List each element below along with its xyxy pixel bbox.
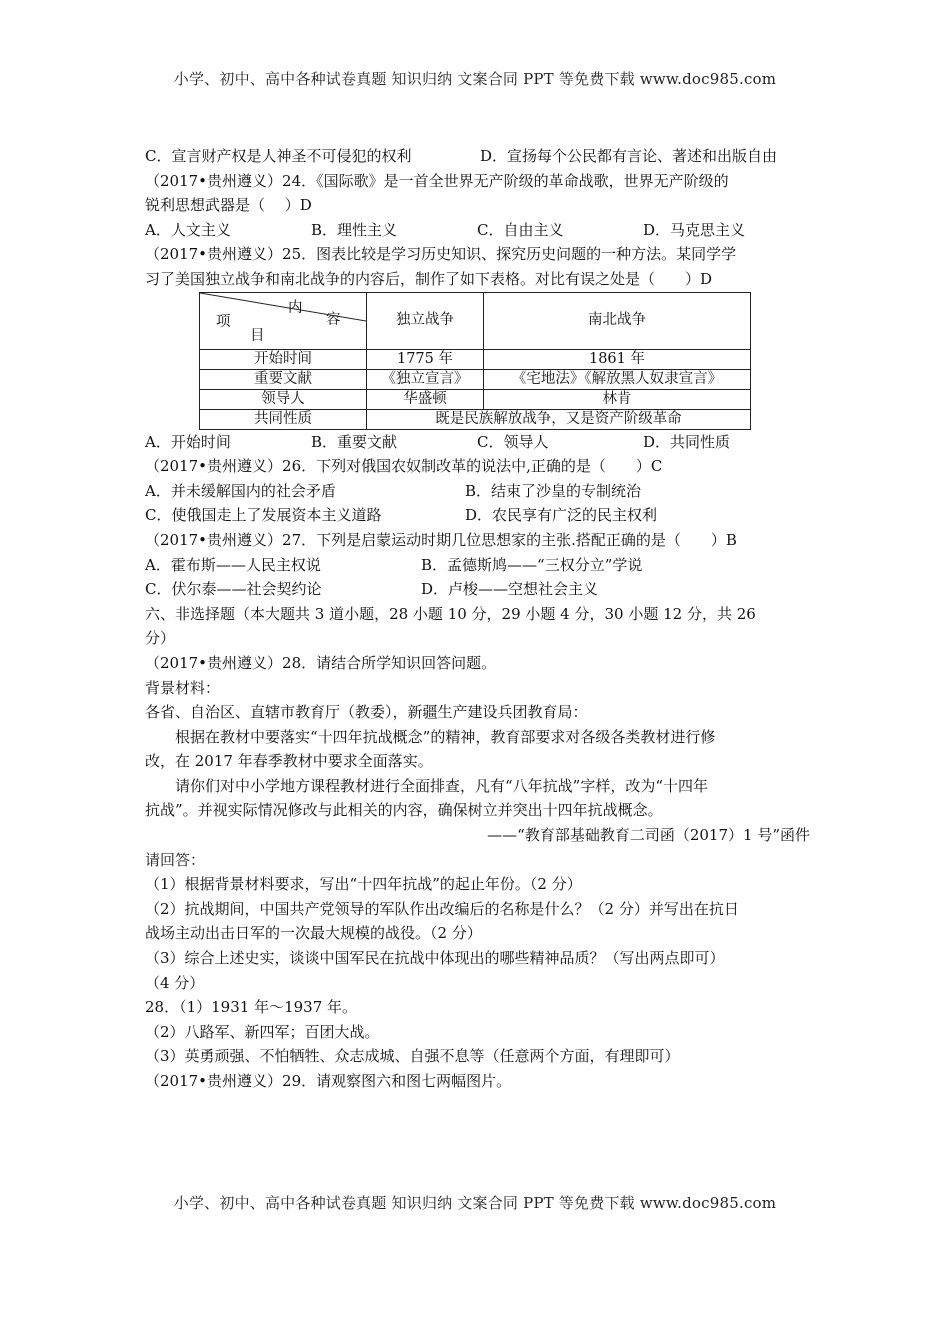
comparison-table xyxy=(199,292,751,430)
q27-option-a: A．霍布斯——人民主权说 xyxy=(145,555,321,574)
sub-question-3-line1: （3）综合上述史实，谈谈中国军民在抗战中体现出的哪些精神品质？（写出两点即可） xyxy=(145,949,725,968)
cell-independence: 华盛顿 xyxy=(367,389,484,409)
q24-options xyxy=(145,218,810,243)
row-label: 开始时间 xyxy=(200,349,367,369)
sub-question-2-line1: （2）抗战期间，中国共产党领导的军队作出改编后的名称是什么？（2 分）并写出在抗日 xyxy=(145,899,739,918)
sub-question-2-line2: 战场主动出击日军的一次最大规模的战役。（2 分） xyxy=(145,924,482,943)
corner-label-xiang: 项 xyxy=(216,313,231,330)
material-para2-line2: 抗战”。并视实际情况修改与此相关的内容，确保树立并突出十四年抗战概念。 xyxy=(145,801,663,820)
table-row xyxy=(200,349,751,369)
q24-option-c: C．自由主义 xyxy=(477,220,564,239)
q25-option-d: D．共同性质 xyxy=(643,432,731,451)
q24-stem-line2: 锐利思想武器是（ ）D xyxy=(145,196,312,215)
q24-option-d: D．马克思主义 xyxy=(643,220,746,239)
q27-option-b: B．孟德斯鸠——“三权分立”学说 xyxy=(421,555,643,574)
table-row xyxy=(200,369,751,389)
column-header-independence: 独立战争 xyxy=(367,292,484,349)
cell-civil-war: 1861 年 xyxy=(484,349,751,369)
sub-question-3-line2: （4 分） xyxy=(145,973,205,992)
page-footer: 小学、初中、高中各种试卷真题 知识归纳 文案合同 PPT 等免费下载 www.doc985.com xyxy=(173,1194,777,1212)
material-para2-line1: 请你们对中小学地方课程教材进行全面排查，凡有“八年抗战”字样，改为“十四年 xyxy=(175,776,709,795)
q26-option-c: C．使俄国走上了发展资本主义道路 xyxy=(145,506,382,525)
q29-stem: （2017•贵州遵义）29．请观察图六和图七两幅图片。 xyxy=(145,1072,512,1090)
background-label: 背景材料： xyxy=(145,678,221,697)
table-corner-cell xyxy=(200,292,367,349)
cell-civil-war: 《宅地法》《解放黑人奴隶宣言》 xyxy=(484,369,751,389)
q24-option-b: B．理性主义 xyxy=(311,220,398,239)
q24-option-a: A．人文主义 xyxy=(145,220,231,239)
q27-option-c: C．伏尔泰——社会契约论 xyxy=(145,580,322,599)
q23-options-cd xyxy=(145,144,810,169)
q24-stem-line1: （2017•贵州遵义）24．《国际歌》是一首全世界无产阶级的革命战歌，世界无产阶级的 xyxy=(145,171,729,190)
answer-2: （2）八路军、新四军；百团大战。 xyxy=(145,1022,380,1041)
corner-label-rong: 容 xyxy=(326,311,341,328)
q27-stem: （2017•贵州遵义）27．下列是启蒙运动时期几位思想家的主张.搭配正确的是（ ）B xyxy=(145,530,737,549)
answer-3: （3）英勇顽强、不怕牺牲、众志成城、自强不息等（任意两个方面，有理即可） xyxy=(145,1047,680,1066)
table-row-common xyxy=(200,409,751,429)
q27-options-ab xyxy=(145,553,810,578)
sub-question-1: （1）根据背景材料要求，写出“十四年抗战”的起止年份。（2 分） xyxy=(145,875,582,894)
answer-1: 28．（1）1931 年～1937 年。 xyxy=(145,998,358,1017)
cell-independence: 1775 年 xyxy=(367,349,484,369)
material-para1-line1: 根据在教材中要落实“十四年抗战概念”的精神，教育部要求对各级各类教材进行修 xyxy=(175,727,716,746)
q26-option-a: A．并未缓解国内的社会矛盾 xyxy=(145,481,336,500)
corner-label-nei: 内 xyxy=(288,299,303,316)
cell-civil-war: 林肯 xyxy=(484,389,751,409)
addressee: 各省、自治区、直辖市教育厅（教委），新疆生产建设兵团教育局： xyxy=(145,703,588,722)
q25-option-a: A．开始时间 xyxy=(145,432,231,451)
q26-options-cd xyxy=(145,503,810,528)
table-header-row xyxy=(200,292,751,349)
table-row xyxy=(200,389,751,409)
material-para1-line2: 改，在 2017 年春季教材中要求全面落实。 xyxy=(145,752,433,771)
q26-stem: （2017•贵州遵义）26．下列对俄国农奴制改革的说法中,正确的是（ ）C xyxy=(145,457,663,476)
row-label: 重要文献 xyxy=(200,369,367,389)
q25-option-b: B．重要文献 xyxy=(311,432,398,451)
cell-independence: 《独立宣言》 xyxy=(367,369,484,389)
section-6-heading: 六、非选择题（本大题共 3 道小题，28 小题 10 分，29 小题 4 分，30 小题 12 分，共 26 xyxy=(145,604,756,623)
q23-option-c: C．宣言财产权是人神圣不可侵犯的权利 xyxy=(145,147,412,165)
row-label: 领导人 xyxy=(200,389,367,409)
corner-label-mu: 目 xyxy=(250,327,265,344)
section-6-heading-cont: 分） xyxy=(145,629,176,648)
q28-stem: （2017•贵州遵义）28．请结合所学知识回答问题。 xyxy=(145,653,497,672)
ask-label: 请回答： xyxy=(145,850,206,869)
document-body xyxy=(145,144,810,1094)
q27-options-cd xyxy=(145,577,810,602)
page-header: 小学、初中、高中各种试卷真题 知识归纳 文案合同 PPT 等免费下载 www.doc985.com xyxy=(173,70,777,88)
q23-option-d: D．宣扬每个公民都有言论、著述和出版自由 xyxy=(480,147,778,165)
q27-option-d: D．卢梭——空想社会主义 xyxy=(421,580,599,599)
cell-common-nature: 既是民族解放战争，又是资产阶级革命 xyxy=(367,409,751,429)
material-source: ——“教育部基础教育二司函（2017）1 号”函件 xyxy=(487,826,810,845)
q25-stem-line1: （2017•贵州遵义）25．图表比较是学习历史知识、探究历史问题的一种方法。某同学学 xyxy=(145,245,737,264)
q25-options xyxy=(145,430,810,455)
q25-option-c: C．领导人 xyxy=(477,432,549,451)
row-label: 共同性质 xyxy=(200,409,367,429)
q26-option-d: D．农民享有广泛的民主权利 xyxy=(465,506,658,525)
q26-options-ab xyxy=(145,479,810,504)
column-header-civil-war: 南北战争 xyxy=(484,292,751,349)
q25-stem-line2: 习了美国独立战争和南北战争的内容后，制作了如下表格。对比有误之处是（ ）D xyxy=(145,269,713,288)
q26-option-b: B．结束了沙皇的专制统治 xyxy=(465,481,642,500)
